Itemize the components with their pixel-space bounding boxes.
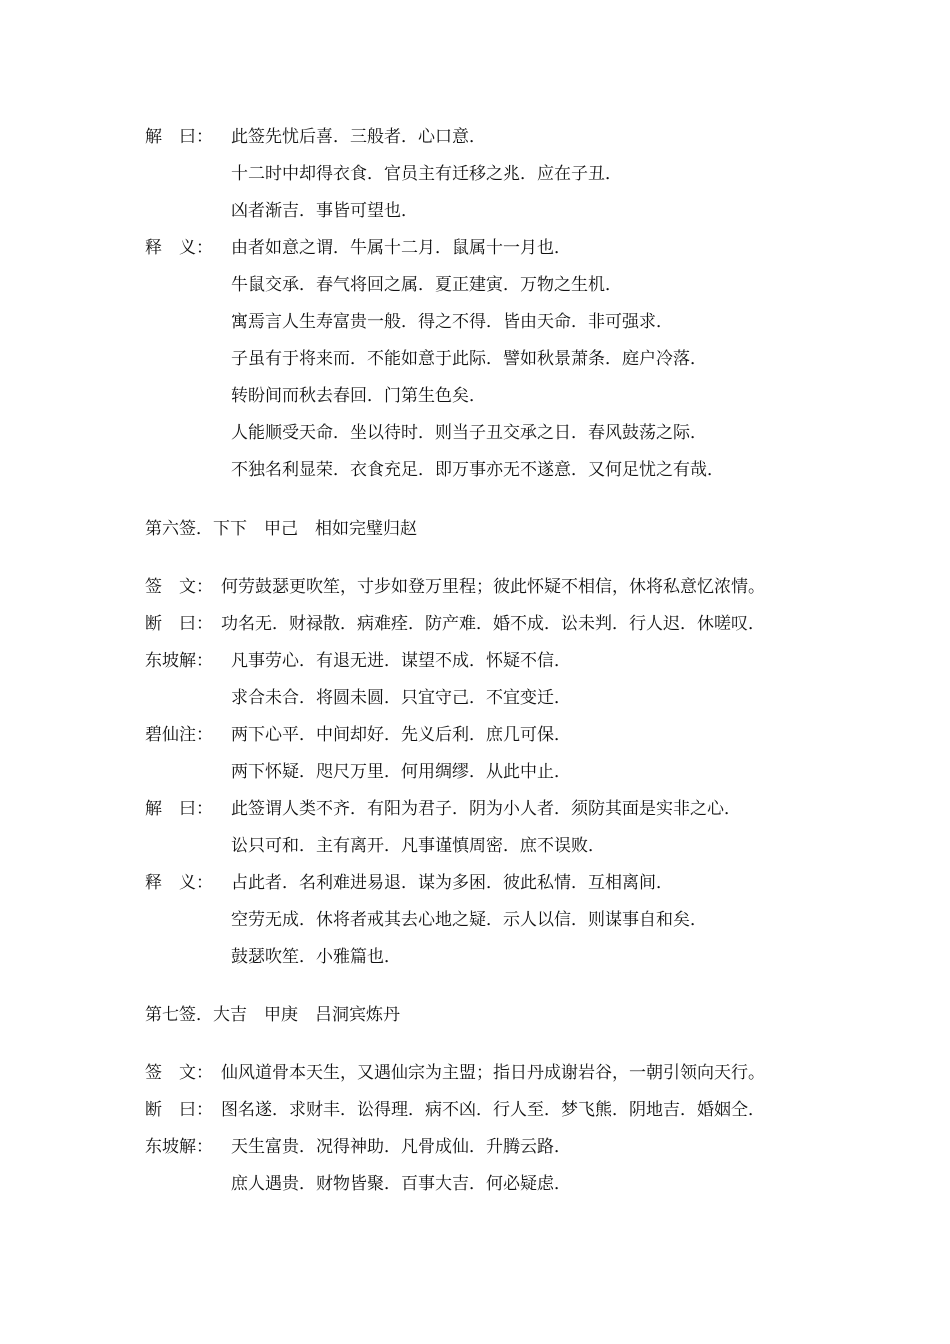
line-label: 东坡解： [145, 1137, 213, 1157]
line-label: 签 文： [145, 577, 213, 597]
line-text: 何劳鼓瑟更吹笙，寸步如登万里程；彼此怀疑不相信，休将私意忆浓情。 [221, 577, 765, 597]
line-text: 凶者渐吉．事皆可望也． [231, 201, 418, 221]
line-label: 断 曰： [145, 1100, 213, 1120]
section-heading-text: 第七签．大吉 甲庚 吕洞宾炼丹 [145, 1005, 400, 1025]
line-text: 仙风道骨本天生，又遇仙宗为主盟；指日丹成谢岩谷，一朝引领向天行。 [221, 1063, 765, 1083]
line-text: 两下怀疑．咫尺万里．何用绸缪．从此中止． [231, 762, 571, 782]
line-text: 十二时中却得衣食．官员主有迁移之兆．应在子丑． [231, 164, 622, 184]
line-text: 天生富贵．况得神助．凡骨成仙．升腾云路． [231, 1137, 571, 1157]
line-text: 功名无．财禄散．病难痊．防产难．婚不成．讼未判．行人迟．休嗟叹． [221, 614, 765, 634]
line-text: 牛鼠交承．春气将回之属．夏正建寅．万物之生机． [231, 275, 622, 295]
line-label: 东坡解： [145, 651, 213, 671]
line-text: 不独名利显荣．衣食充足．即万事亦无不遂意．又何足忧之有哉． [231, 460, 724, 480]
line-text: 求合未合．将圆未圆．只宜守己．不宜变迁． [231, 688, 571, 708]
line-text: 凡事劳心．有退无进．谋望不成．怀疑不信． [231, 651, 571, 671]
line-text: 由者如意之谓．牛属十二月．鼠属十一月也． [231, 238, 571, 258]
line-text: 此签谓人类不齐．有阳为君子．阴为小人者．须防其面是实非之心． [231, 799, 741, 819]
line-text: 人能顺受天命．坐以待时．则当子丑交承之日．春风鼓荡之际． [231, 423, 707, 443]
section-heading-text: 第六签．下下 甲己 相如完璧归赵 [145, 519, 417, 539]
line-label: 断 曰： [145, 614, 213, 634]
line-label: 解 曰： [145, 799, 213, 819]
line-label: 释 义： [145, 873, 213, 893]
line-text: 讼只可和．主有离开．凡事谨慎周密．庶不误败． [231, 836, 605, 856]
line-text: 两下心平．中间却好．先义后利．庶几可保． [231, 725, 571, 745]
line-label: 释 义： [145, 238, 213, 258]
line-label: 碧仙注： [145, 725, 213, 745]
line-text: 子虽有于将来而．不能如意于此际．譬如秋景萧条．庭户冷落． [231, 349, 707, 369]
line-text: 占此者．名利难进易退．谋为多困．彼此私情．互相离间． [231, 873, 673, 893]
line-text: 寓焉言人生寿富贵一般．得之不得．皆由天命．非可强求． [231, 312, 673, 332]
line-text: 此签先忧后喜．三般者．心口意． [231, 127, 486, 147]
line-label: 签 文： [145, 1063, 213, 1083]
line-label: 解 曰： [145, 127, 213, 147]
line-text: 庶人遇贵．财物皆聚．百事大吉．何必疑虑． [231, 1174, 571, 1194]
line-text: 鼓瑟吹笙．小雅篇也． [231, 947, 401, 967]
line-text: 转盼间而秋去春回．门第生色矣． [231, 386, 486, 406]
line-text: 图名遂．求财丰．讼得理．病不凶．行人至．梦飞熊．阴地吉．婚姻仝． [221, 1100, 765, 1120]
line-text: 空劳无成．休将者戒其去心地之疑．示人以信．则谋事自和矣． [231, 910, 707, 930]
